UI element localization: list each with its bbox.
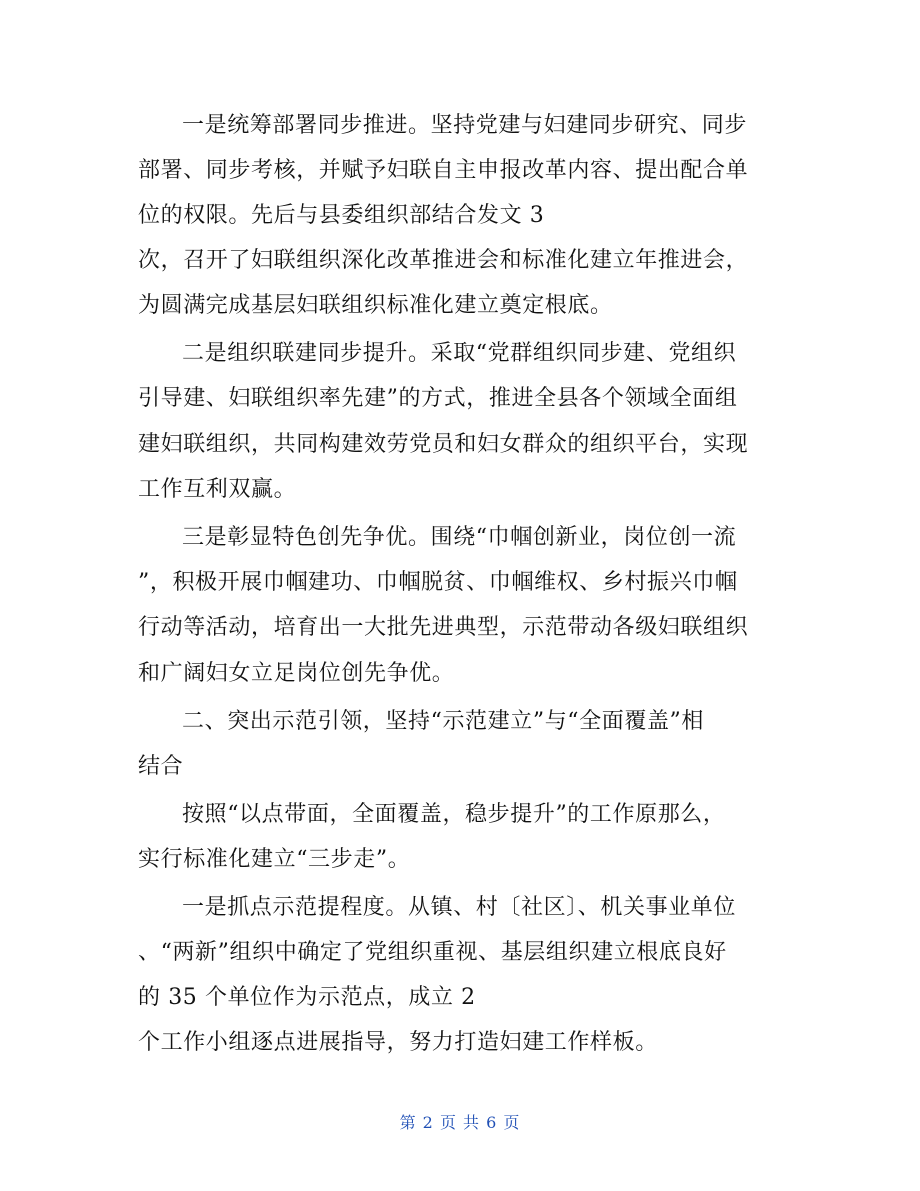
paragraph-5-line-3: 的 35 个单位作为示范点，成立 2: [138, 985, 476, 1010]
paragraph-3-line-1: 三是彰显特色创先争优。围绕“巾帼创新业，岗位创一流: [182, 525, 737, 550]
paragraph-3-line-3: 行动等活动，培育出一大批先进典型，示范带动各级妇联组织: [138, 615, 749, 640]
paragraph-1-line-2: 部署、同步考核，并赋予妇联自主申报改革内容、提出配合单: [138, 158, 749, 183]
paragraph-1-line-3: 位的权限。先后与县委组织部结合发文 3: [138, 203, 545, 228]
paragraph-5-line-2: 、“两新”组织中确定了党组织重视、基层组织建立根底良好: [138, 940, 727, 965]
page-number-footer: 第 2 页 共 6 页: [399, 1113, 521, 1132]
paragraph-1-line-4: 次，召开了妇联组织深化改革推进会和标准化建立年推进会，: [138, 248, 749, 273]
paragraph-3-line-4: 和广阔妇女立足岗位创先争优。: [138, 661, 455, 686]
paragraph-4-line-1: 按照“以点带面，全面覆盖，稳步提升”的工作原那么，: [182, 802, 726, 827]
paragraph-2-line-3: 建妇联组织，共同构建效劳党员和妇女群众的组织平台，实现: [138, 432, 749, 457]
paragraph-1-line-1: 一是统筹部署同步推进。坚持党建与妇建同步研究、同步: [182, 113, 748, 138]
section-heading-line-2: 结合: [138, 754, 184, 779]
paragraph-2-line-2: 引导建、妇联组织率先建”的方式，推进全县各个领域全面组: [138, 386, 738, 411]
paragraph-3-line-2: ”，积极开展巾帼建功、巾帼脱贫、巾帼维权、乡村振兴巾帼: [138, 570, 738, 595]
paragraph-2-line-1: 二是组织联建同步提升。采取“党群组织同步建、党组织: [182, 341, 737, 366]
paragraph-4-line-2: 实行标准化建立“三步走”。: [138, 847, 411, 872]
paragraph-1-line-5: 为圆满完成基层妇联组织标准化建立奠定根底。: [138, 293, 613, 318]
paragraph-2-line-4: 工作互利双赢。: [138, 477, 297, 502]
paragraph-5-line-1: 一是抓点示范提程度。从镇、村〔社区〕、机关事业单位: [182, 895, 737, 920]
section-heading-line-1: 二、突出示范引领，坚持“示范建立”与“全面覆盖”相: [182, 709, 704, 734]
paragraph-5-line-4: 个工作小组逐点进展指导，努力打造妇建工作样板。: [138, 1030, 658, 1055]
